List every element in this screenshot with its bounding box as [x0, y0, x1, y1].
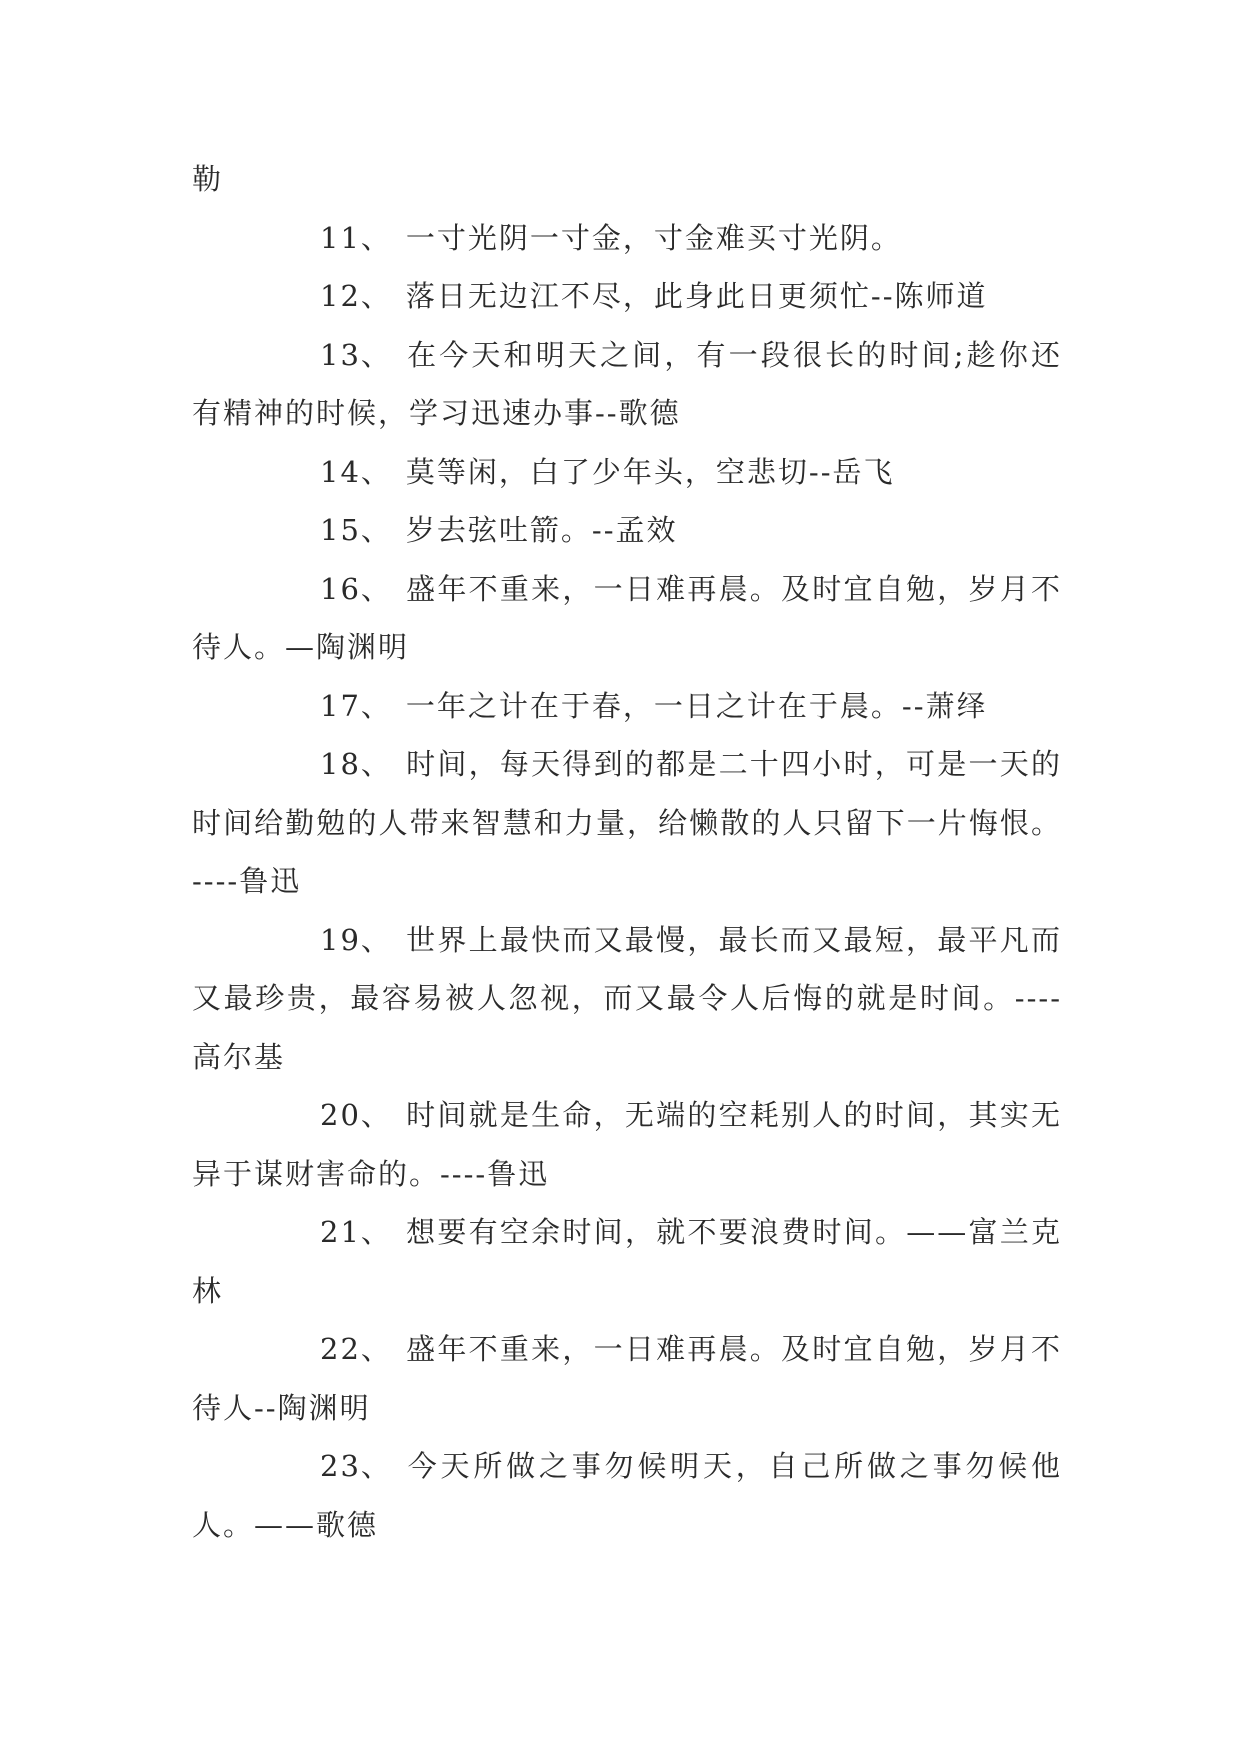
item-number: 23、	[320, 1449, 392, 1483]
list-item	[192, 677, 1062, 736]
list-item	[192, 1203, 1062, 1320]
item-number: 20、	[320, 1098, 392, 1132]
item-number: 13、	[320, 337, 392, 372]
item-text: 一年之计在于春，一日之计在于晨。--萧绎	[405, 688, 988, 723]
list-item	[192, 326, 1062, 443]
item-text: 盛年不重来，一日难再晨。及时宜自勉，岁月不待人--陶渊明	[192, 1332, 1062, 1425]
list-item	[192, 911, 1062, 1087]
item-number: 11、	[320, 220, 392, 255]
item-text: 想要有空余时间，就不要浪费时间。——富兰克林	[192, 1215, 1062, 1308]
list-item	[192, 735, 1062, 911]
document-body	[192, 150, 1062, 1554]
item-number: 22、	[320, 1332, 392, 1366]
list-item	[192, 267, 1062, 326]
item-number: 17、	[320, 688, 392, 723]
list-item	[192, 443, 1062, 502]
item-text: 时间，每天得到的都是二十四小时，可是一天的时间给勤勉的人带来智慧和力量，给懒散的人只留下一片悔恨。----鲁迅	[192, 747, 1062, 898]
item-text: 时间就是生命，无端的空耗别人的时间，其实无异于谋财害命的。----鲁迅	[192, 1098, 1062, 1191]
list-item	[192, 1086, 1062, 1203]
item-text: 莫等闲，白了少年头，空悲切--岳飞	[405, 454, 895, 489]
item-text: 盛年不重来，一日难再晨。及时宜自勉，岁月不待人。—陶渊明	[192, 571, 1062, 664]
list-item	[192, 1437, 1062, 1554]
item-text: 世界上最快而又最慢，最长而又最短，最平凡而又最珍贵，最容易被人忽视，而又最令人后悔的就是时间。----高尔基	[192, 922, 1062, 1074]
item-number: 21、	[320, 1215, 392, 1249]
item-text: 岁去弦吐箭。--孟效	[405, 513, 678, 547]
list-item	[192, 501, 1062, 560]
item-number: 15、	[320, 513, 392, 547]
item-text: 一寸光阴一寸金，寸金难买寸光阴。	[405, 220, 902, 255]
item-number: 14、	[320, 454, 392, 489]
list-item	[192, 560, 1062, 677]
item-number: 19、	[320, 922, 392, 957]
item-number: 12、	[320, 279, 392, 313]
item-text: 在今天和明天之间，有一段很长的时间;趁你还有精神的时候，学习迅速办事--歌德	[192, 337, 1062, 430]
item-text: 落日无边江不尽，此身此日更须忙--陈师道	[405, 279, 988, 313]
item-number: 18、	[320, 747, 392, 781]
list-item	[192, 1320, 1062, 1437]
list-item	[192, 209, 1062, 268]
lead-fragment: 勒	[192, 162, 224, 196]
item-text: 今天所做之事勿候明天，自己所做之事勿候他人。——歌德	[192, 1449, 1062, 1542]
item-number: 16、	[320, 571, 392, 606]
